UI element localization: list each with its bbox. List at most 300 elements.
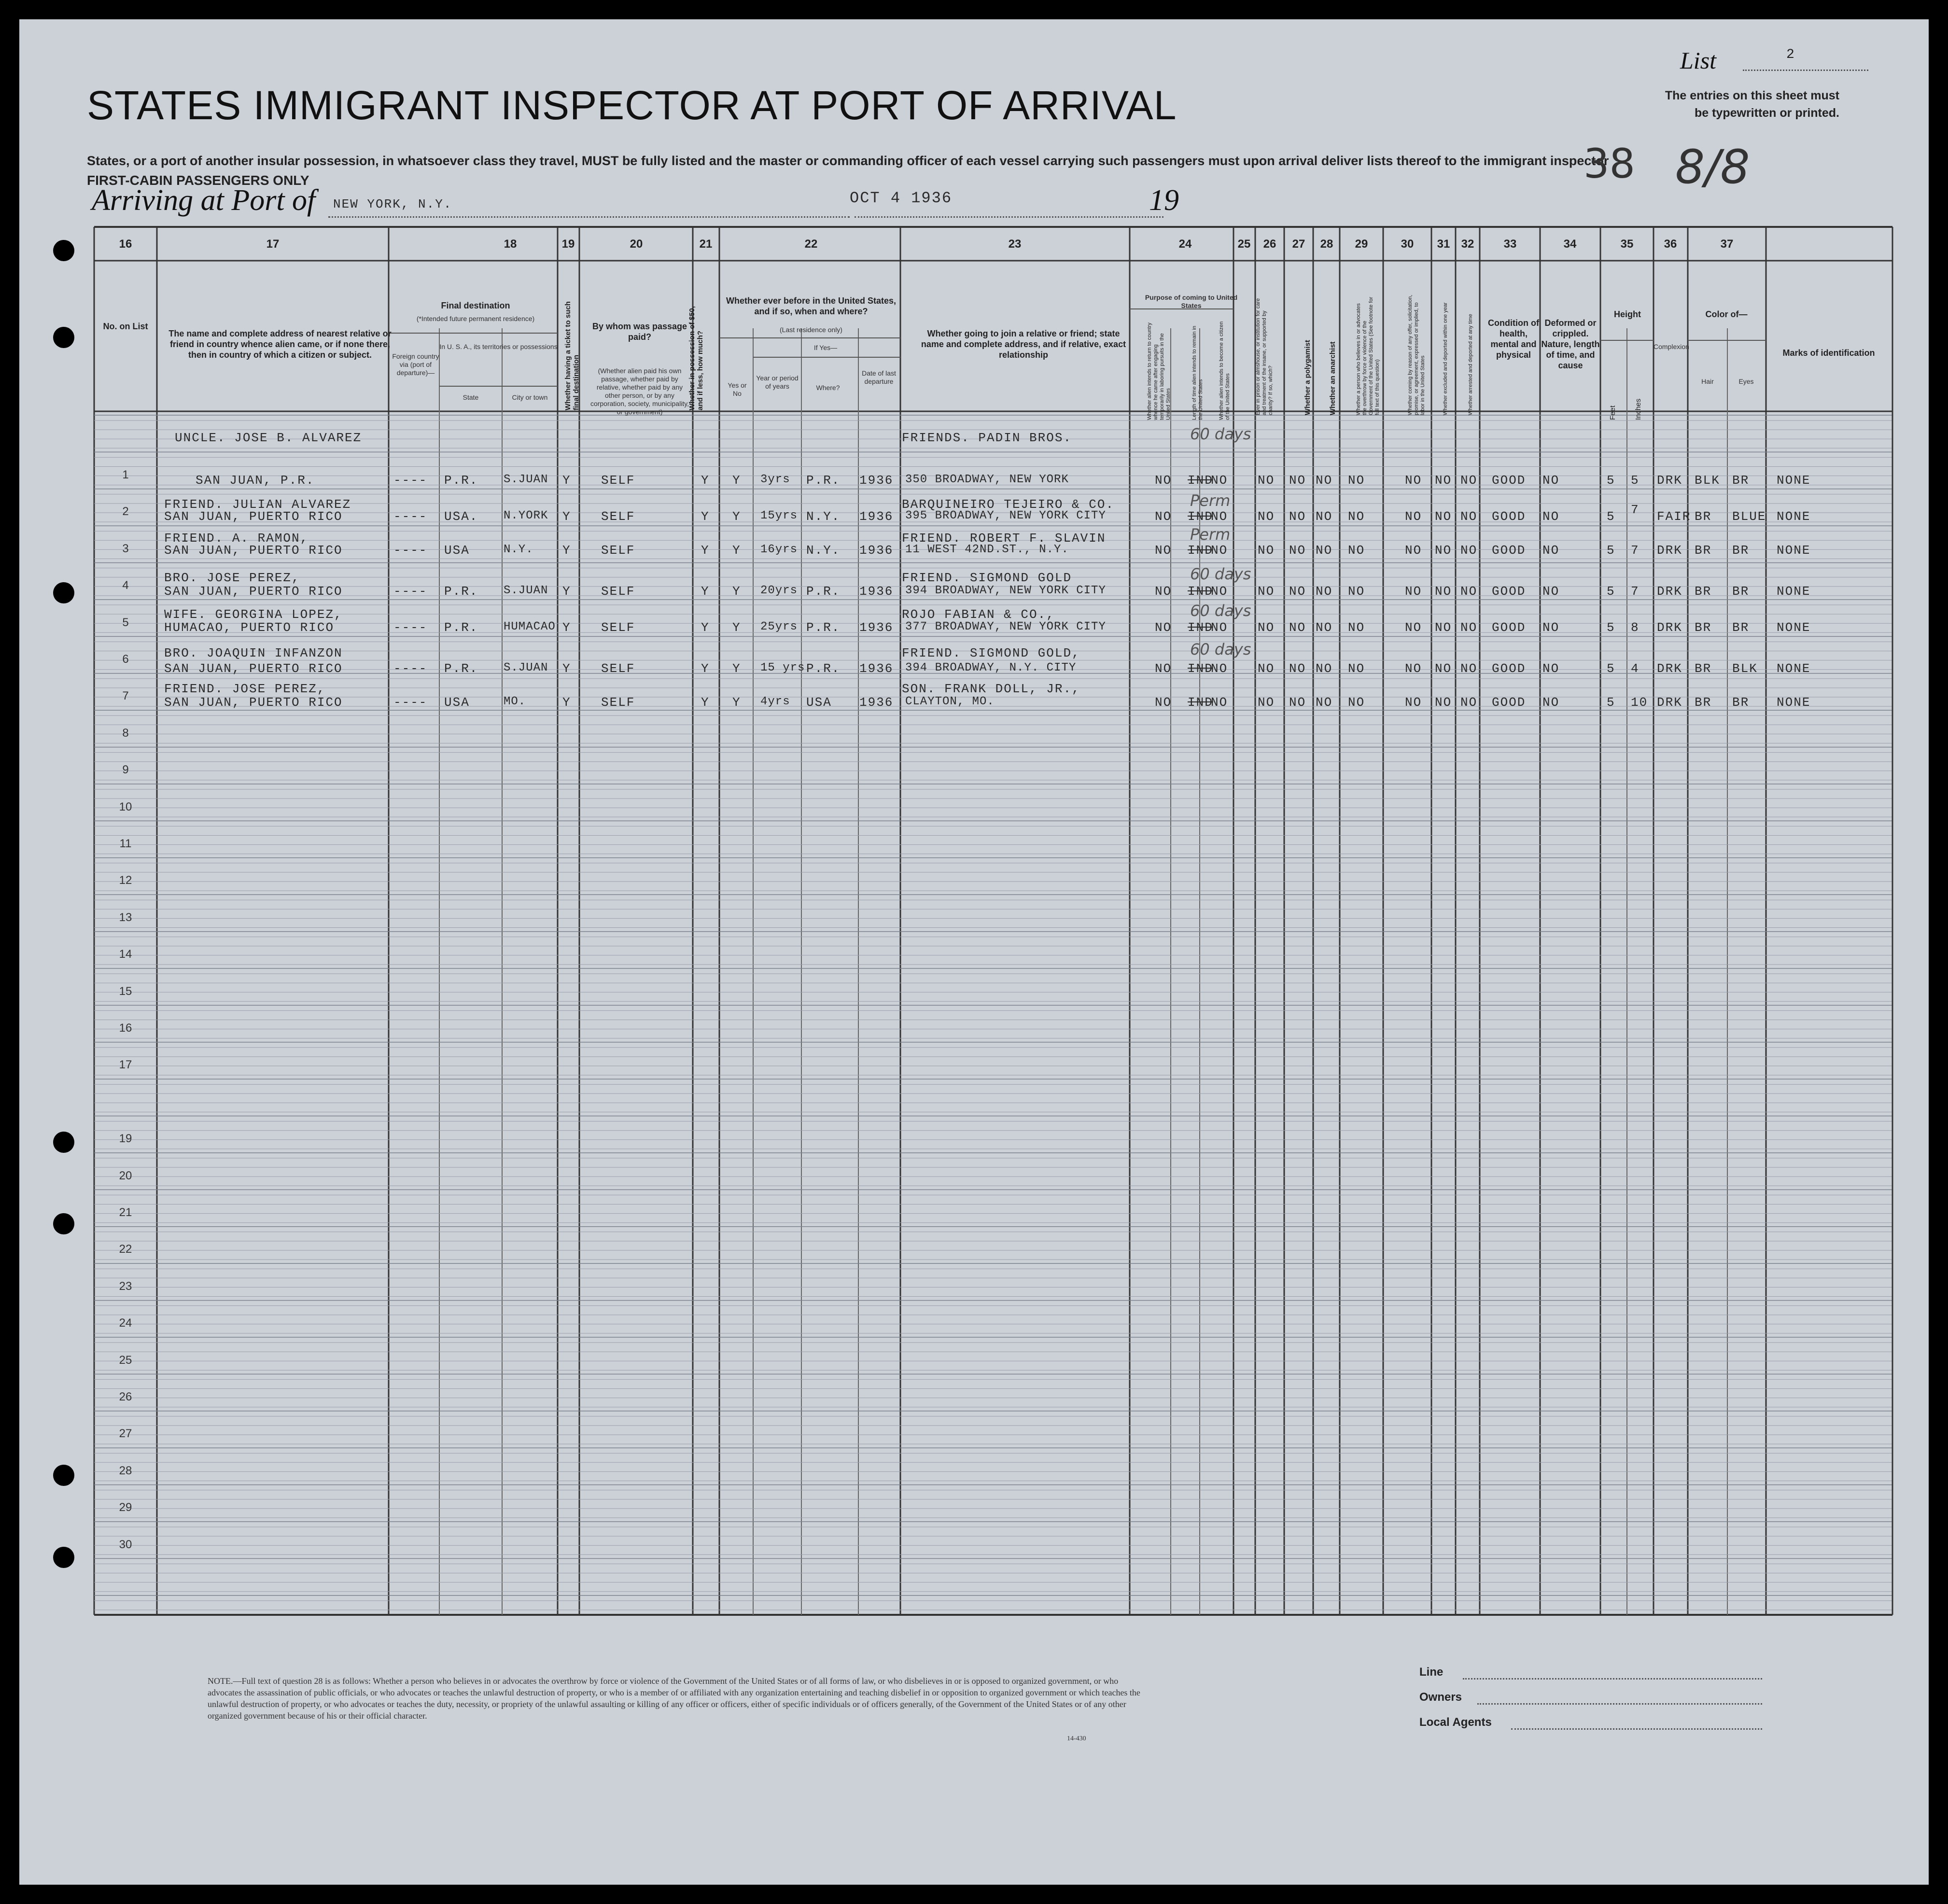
polygamist-value: NO [1289, 695, 1306, 710]
ticket-value: Y [562, 661, 571, 676]
length-value: IND [1188, 695, 1213, 710]
handwritten-annotation: 60 days [1190, 565, 1251, 583]
column-number-18: 18 [504, 238, 517, 251]
header-ticket: Whether having a ticket to such final destination [564, 301, 580, 410]
city-value: N.Y. [504, 543, 533, 556]
header-where: Where? [816, 384, 840, 392]
join-address: CLAYTON, MO. [905, 695, 995, 708]
row-number: 27 [119, 1427, 132, 1441]
hair-value: BR [1695, 543, 1712, 558]
ever-before-value: Y [732, 695, 741, 710]
header-height: Height [1614, 309, 1641, 319]
relative-address: SAN JUAN, PUERTO RICO [164, 661, 343, 676]
header-ever-before-sub: (Last residence only) [780, 326, 842, 334]
column-number-28: 28 [1320, 238, 1333, 251]
prison-value: NO [1258, 661, 1275, 676]
city-value: S.JUAN [504, 473, 548, 486]
owners-underline [1477, 1686, 1762, 1705]
row-number: 5 [122, 616, 129, 629]
prison-value: NO [1258, 695, 1275, 710]
identification-marks-value: NONE [1777, 543, 1811, 558]
polygamist-value: NO [1289, 584, 1306, 599]
labor-offer-value: NO [1405, 543, 1422, 558]
column-number-32: 32 [1461, 238, 1474, 251]
identification-marks-value: NONE [1777, 620, 1811, 635]
header-overthrow: Whether a person who believes in or advocates the overthrow by force or violence of the Government of the United States (See footnote for full text of this question) [1356, 296, 1380, 415]
header-period-years: Year or period of years [756, 374, 799, 390]
departure-year-value: 1936 [859, 473, 894, 488]
length-value: IND [1188, 473, 1213, 488]
eyes-value: BLK [1732, 661, 1758, 676]
foreign-country-value: ---- [393, 584, 428, 599]
deformed-value: NO [1542, 695, 1560, 710]
join-name: ROJO FABIAN & CO., [902, 607, 1055, 622]
height-feet-value: 5 [1607, 620, 1615, 635]
overthrow-value: NO [1348, 584, 1365, 599]
hair-value: BLK [1695, 473, 1720, 488]
identification-marks-value: NONE [1777, 584, 1811, 599]
health-value: GOOD [1492, 584, 1526, 599]
relative-name: FRIEND. A. RAMON, [164, 531, 309, 546]
header-excluded: Whether excluded and deported within one year [1443, 302, 1448, 415]
header-feet: Feet [1609, 405, 1617, 420]
column-number-29: 29 [1355, 238, 1368, 251]
deformed-value: NO [1542, 473, 1560, 488]
join-address: 394 BROADWAY, NEW YORK CITY [905, 584, 1106, 597]
state-value: P.R. [444, 473, 478, 488]
excluded-value: NO [1435, 473, 1452, 488]
length-value: IND [1188, 509, 1213, 524]
column-number-25: 25 [1237, 238, 1251, 251]
complexion-value: FAIR [1657, 509, 1691, 524]
identification-marks-value: NONE [1777, 695, 1811, 710]
citizen-value: NO [1211, 695, 1228, 710]
ticket-value: Y [562, 473, 571, 488]
return-value: NO [1155, 695, 1172, 710]
column-number-30: 30 [1401, 238, 1414, 251]
health-value: GOOD [1492, 543, 1526, 558]
length-value: IND [1188, 620, 1213, 635]
departure-year-value: 1936 [859, 695, 894, 710]
header-purpose-length: Length of time alien intends to remain in the United States [1191, 325, 1204, 420]
city-value: MO. [504, 695, 526, 708]
hair-value: BR [1695, 661, 1712, 676]
eyes-value: BR [1732, 543, 1750, 558]
foreign-country-value: ---- [393, 620, 428, 635]
form-title: STATES IMMIGRANT INSPECTOR AT PORT OF ARRIVAL [87, 83, 1177, 128]
ever-before-value: Y [732, 543, 741, 558]
relative-name: WIFE. GEORGINA LOPEZ, [164, 607, 343, 622]
year-prefix: 19 [1149, 184, 1179, 217]
eyes-value: BLUE [1732, 509, 1766, 524]
overthrow-value: NO [1348, 509, 1365, 524]
list-number: 2 [1786, 47, 1794, 62]
row-number: 15 [119, 984, 132, 998]
column-number-23: 23 [1008, 238, 1022, 251]
ever-before-value: Y [732, 509, 741, 524]
row-number: 2 [122, 505, 129, 518]
period-value: 15 yrs [760, 661, 805, 674]
join-name: SON. FRANK DOLL, JR., [902, 682, 1080, 696]
identification-marks-value: NONE [1777, 509, 1811, 524]
header-eyes: Eyes [1738, 378, 1754, 385]
deformed-value: NO [1542, 661, 1560, 676]
header-hair: Hair [1701, 378, 1714, 385]
polygamist-value: NO [1289, 543, 1306, 558]
hair-value: BR [1695, 620, 1712, 635]
form-code: 14-430 [1067, 1735, 1086, 1742]
where-value: P.R. [806, 473, 841, 488]
height-feet-value: 5 [1607, 473, 1615, 488]
period-value: 3yrs [760, 473, 790, 486]
passage-paid-value: SELF [601, 584, 635, 599]
prison-value: NO [1258, 509, 1275, 524]
join-name: FRIEND. SIGMOND GOLD [902, 571, 1072, 585]
passage-paid-value: SELF [601, 661, 635, 676]
citizen-value: NO [1211, 584, 1228, 599]
row-number: 10 [119, 800, 132, 813]
hair-value: BR [1695, 584, 1712, 599]
complexion-value: DRK [1657, 695, 1682, 710]
period-value: 20yrs [760, 584, 798, 597]
join-address: 377 BROADWAY, NEW YORK CITY [905, 620, 1106, 633]
arrested-value: NO [1460, 661, 1478, 676]
city-value: HUMACAO [504, 620, 556, 633]
join-address: 350 BROADWAY, NEW YORK [905, 473, 1069, 486]
deformed-value: NO [1542, 509, 1560, 524]
ticket-value: Y [562, 695, 571, 710]
departure-year-value: 1936 [859, 584, 894, 599]
hair-value: BR [1695, 509, 1712, 524]
join-name: FRIENDS. PADIN BROS. [902, 431, 1072, 445]
height-feet-value: 5 [1607, 543, 1615, 558]
deformed-value: NO [1542, 584, 1560, 599]
where-value: P.R. [806, 620, 841, 635]
join-name: FRIEND. SIGMOND GOLD, [902, 646, 1080, 660]
relative-name: FRIEND. JOSE PEREZ, [164, 682, 326, 696]
height-feet-value: 5 [1607, 584, 1615, 599]
join-name: BARQUINEIRO TEJEIRO & CO. [902, 497, 1115, 512]
row-number: 29 [119, 1501, 132, 1514]
citizen-value: NO [1211, 543, 1228, 558]
eyes-value: BR [1732, 695, 1750, 710]
header-color-of: Color of— [1705, 309, 1748, 319]
passage-paid-value: SELF [601, 473, 635, 488]
footnote-question-28: NOTE.—Full text of question 28 is as follows: Whether a person who believes in or advocates the overthrow by force or violence of the Government of the United States or of all forms of law, or who disbelieves in or is opposed to organized government, or who advocates the assassination of public officials, or who advocates or teaches the unlawful destruction of property, or who is a member of or affiliated with any organization entertaining and teaching disbelief in or opposition to organized government or which teaches the unlawful destruction of property, or who advocates or teaches the duty, necessity, or propriety of the unlawful assaulting or killing of any officer or officers, either of specific individuals or of officers generally, of the Government of the United States or of any other organized government because of his or their official character. [208, 1676, 1140, 1721]
money-value: Y [701, 695, 710, 710]
overthrow-value: NO [1348, 543, 1365, 558]
health-value: GOOD [1492, 509, 1526, 524]
excluded-value: NO [1435, 661, 1452, 676]
period-value: 15yrs [760, 509, 798, 522]
column-number-33: 33 [1503, 238, 1517, 251]
agents-underline [1511, 1711, 1762, 1730]
relative-name: UNCLE. JOSE B. ALVAREZ [175, 431, 362, 445]
column-number-34: 34 [1563, 238, 1577, 251]
excluded-value: NO [1435, 509, 1452, 524]
row-number: 20 [119, 1169, 132, 1182]
anarchist-value: NO [1316, 695, 1333, 710]
table-grid [19, 19, 1929, 1885]
citizen-value: NO [1211, 509, 1228, 524]
state-value: USA [444, 543, 470, 558]
header-city: City or town [512, 393, 548, 401]
column-number-17: 17 [266, 238, 280, 251]
relative-address: HUMACAO, PUERTO RICO [164, 620, 335, 635]
state-value: P.R. [444, 584, 478, 599]
join-address: 11 WEST 42ND.ST., N.Y. [905, 543, 1069, 556]
header-fifty-dollars: Whether in possession of $50, and if less, how much? [688, 306, 704, 410]
relative-address: SAN JUAN, PUERTO RICO [164, 509, 343, 524]
ticket-value: Y [562, 509, 571, 524]
local-agents-label: Local Agents [1419, 1716, 1492, 1729]
ever-before-value: Y [732, 473, 741, 488]
ticket-value: Y [562, 543, 571, 558]
header-date-departure: Date of last departure [862, 369, 896, 385]
row-number: 30 [119, 1538, 132, 1551]
height-inches-value: 4 [1631, 661, 1640, 676]
complexion-value: DRK [1657, 543, 1682, 558]
instruction-line-2: be typewritten or printed. [1694, 106, 1839, 120]
list-label: List [1680, 47, 1717, 74]
row-number: 17 [119, 1058, 132, 1072]
overthrow-value: NO [1348, 661, 1365, 676]
money-value: Y [701, 473, 710, 488]
relative-name: FRIEND. JULIAN ALVAREZ [164, 497, 351, 512]
polygamist-value: NO [1289, 620, 1306, 635]
line-underline [1463, 1661, 1762, 1680]
height-feet-value: 5 [1607, 661, 1615, 676]
return-value: NO [1155, 543, 1172, 558]
polygamist-value: NO [1289, 509, 1306, 524]
relative-address: SAN JUAN, PUERTO RICO [164, 695, 343, 710]
citizen-value: NO [1211, 661, 1228, 676]
height-inches-value: 8 [1631, 620, 1640, 635]
owners-label: Owners [1419, 1691, 1462, 1704]
departure-year-value: 1936 [859, 620, 894, 635]
anarchist-value: NO [1316, 661, 1333, 676]
state-value: USA. [444, 509, 478, 524]
column-number-21: 21 [699, 238, 713, 251]
header-arrested: Whether arrested and deported at any time [1468, 314, 1473, 415]
return-value: NO [1155, 584, 1172, 599]
state-value: P.R. [444, 620, 478, 635]
foreign-country-value: ---- [393, 661, 428, 676]
join-name: FRIEND. ROBERT F. SLAVIN [902, 531, 1106, 546]
row-number: 1 [122, 468, 129, 481]
money-value: Y [701, 661, 710, 676]
row-number: 3 [122, 542, 129, 555]
foreign-country-value: ---- [393, 543, 428, 558]
column-number-26: 26 [1263, 238, 1276, 251]
hair-value: BR [1695, 695, 1712, 710]
passage-paid-value: SELF [601, 620, 635, 635]
column-number-37: 37 [1720, 238, 1734, 251]
deformed-value: NO [1542, 543, 1560, 558]
relative-name: BRO. JOAQUIN INFANZON [164, 646, 343, 660]
excluded-value: NO [1435, 543, 1452, 558]
height-inches-value: 7 [1631, 503, 1640, 517]
anarchist-value: NO [1316, 620, 1333, 635]
overthrow-value: NO [1348, 695, 1365, 710]
handwritten-marks: 8/8 [1675, 140, 1750, 194]
passage-paid-value: SELF [601, 509, 635, 524]
relative-name: BRO. JOSE PEREZ, [164, 571, 300, 585]
arrested-value: NO [1460, 509, 1478, 524]
port-value: NEW YORK, N.Y. [333, 197, 452, 211]
state-value: P.R. [444, 661, 478, 676]
row-number: 9 [122, 763, 129, 777]
health-value: GOOD [1492, 620, 1526, 635]
prison-value: NO [1258, 584, 1275, 599]
ever-before-value: Y [732, 584, 741, 599]
row-number: 11 [119, 837, 132, 850]
column-number-19: 19 [561, 238, 575, 251]
column-number-20: 20 [630, 238, 643, 251]
where-value: P.R. [806, 584, 841, 599]
health-value: GOOD [1492, 473, 1526, 488]
header-purpose: Purpose of coming to United States [1145, 294, 1238, 309]
passage-paid-value: SELF [601, 543, 635, 558]
row-number: 8 [122, 726, 129, 740]
handwritten-annotation: 60 days [1190, 425, 1251, 443]
column-number-16: 16 [119, 238, 132, 251]
line-label: Line [1419, 1666, 1443, 1679]
row-number: 23 [119, 1279, 132, 1293]
header-prison: Ever in prison or almshouse, or institution for care and treatment of the insane, or supported by charity? If so, which? [1255, 298, 1274, 415]
labor-offer-value: NO [1405, 509, 1422, 524]
city-value: N.YORK [504, 509, 548, 522]
handwritten-annotation: 60 days [1190, 602, 1251, 620]
column-number-31: 31 [1437, 238, 1450, 251]
row-number: 22 [119, 1243, 132, 1256]
money-value: Y [701, 543, 710, 558]
header-anarchist: Whether an anarchist [1329, 341, 1337, 415]
citizen-value: NO [1211, 473, 1228, 488]
column-number-35: 35 [1620, 238, 1634, 251]
return-value: NO [1155, 661, 1172, 676]
row-number: 24 [119, 1316, 132, 1330]
excluded-value: NO [1435, 584, 1452, 599]
arrested-value: NO [1460, 473, 1478, 488]
period-value: 16yrs [760, 543, 798, 556]
complexion-value: DRK [1657, 620, 1682, 635]
header-purpose-citizen: Whether alien intends to become a citizen of the United States [1219, 321, 1231, 420]
length-value: IND [1188, 584, 1213, 599]
money-value: Y [701, 620, 710, 635]
complexion-value: DRK [1657, 473, 1682, 488]
height-inches-value: 7 [1631, 543, 1640, 558]
join-address: 395 BROADWAY, NEW YORK CITY [905, 509, 1106, 522]
height-inches-value: 10 [1631, 695, 1648, 710]
form-instruction-line: States, or a port of another insular possession, in whatsoever class they travel, MUST be fully listed and the master or commanding officer of each vessel carrying such passengers must upon arrival deliver lists thereof to the immigrant inspector [87, 154, 1609, 168]
instruction-line-1: The entries on this sheet must [1665, 89, 1839, 102]
period-value: 4yrs [760, 695, 790, 708]
where-value: P.R. [806, 661, 841, 676]
column-number-27: 27 [1292, 238, 1305, 251]
header-purpose-return: Whether alien intends to return to country whence he came after engaging temporarily in laboring pursuits in the United States [1147, 322, 1171, 420]
arrested-value: NO [1460, 584, 1478, 599]
ticket-value: Y [562, 620, 571, 635]
arrival-date-stamp: OCT 4 1936 [850, 189, 953, 207]
eyes-value: BR [1732, 584, 1750, 599]
row-number: 28 [119, 1464, 132, 1477]
anarchist-value: NO [1316, 543, 1333, 558]
foreign-country-value: ---- [393, 473, 428, 488]
polygamist-value: NO [1289, 661, 1306, 676]
row-number: 14 [119, 948, 132, 961]
row-number: 19 [119, 1132, 132, 1146]
row-number: 7 [122, 689, 129, 703]
return-value: NO [1155, 620, 1172, 635]
header-final-destination: Final destination [441, 301, 510, 310]
anarchist-value: NO [1316, 584, 1333, 599]
city-value: S.JUAN [504, 584, 548, 597]
row-number: 13 [119, 910, 132, 924]
health-value: GOOD [1492, 661, 1526, 676]
eyes-value: BR [1732, 620, 1750, 635]
identification-marks-value: NONE [1777, 473, 1811, 488]
labor-offer-value: NO [1405, 584, 1422, 599]
header-if-yes: If Yes— [813, 344, 838, 351]
column-number-24: 24 [1178, 238, 1192, 251]
port-label: Arriving at Port of [92, 184, 316, 217]
join-address: 394 BROADWAY, N.Y. CITY [905, 661, 1077, 674]
header-inches: Inches [1634, 398, 1642, 420]
height-inches-value: 5 [1631, 473, 1640, 488]
header-complexion: Complexion [1654, 343, 1689, 350]
header-deformed: Deformed or crippled. Nature, length of time, and cause [1541, 318, 1600, 370]
passage-paid-value: SELF [601, 695, 635, 710]
manifest-sheet [19, 19, 1929, 1885]
relative-address: SAN JUAN, PUERTO RICO [164, 543, 343, 558]
health-value: GOOD [1492, 695, 1526, 710]
ever-before-value: Y [732, 620, 741, 635]
header-polygamist: Whether a polygamist [1303, 340, 1312, 415]
excluded-value: NO [1435, 620, 1452, 635]
money-value: Y [701, 509, 710, 524]
relative-address: SAN JUAN, P.R. [196, 473, 315, 488]
overthrow-value: NO [1348, 620, 1365, 635]
anarchist-value: NO [1316, 509, 1333, 524]
header-foreign-country: Foreign country via (port of departure)— [392, 352, 439, 377]
row-number: 21 [119, 1206, 132, 1219]
header-passage-paid: By whom was passage paid? [592, 322, 687, 342]
identification-marks-value: NONE [1777, 661, 1811, 676]
labor-offer-value: NO [1405, 620, 1422, 635]
polygamist-value: NO [1289, 473, 1306, 488]
prison-value: NO [1258, 620, 1275, 635]
height-feet-value: 5 [1607, 509, 1615, 524]
city-value: S.JUAN [504, 661, 548, 674]
header-marks: Marks of identification [1782, 348, 1875, 358]
handwritten-annotation: Perm [1190, 525, 1231, 544]
first-cabin-notice: FIRST-CABIN PASSENGERS ONLY [87, 173, 309, 188]
ever-before-value: Y [732, 661, 741, 676]
prison-value: NO [1258, 543, 1275, 558]
labor-offer-value: NO [1405, 473, 1422, 488]
prison-value: NO [1258, 473, 1275, 488]
header-state: State [462, 393, 479, 401]
return-value: NO [1155, 473, 1172, 488]
where-value: N.Y. [806, 509, 841, 524]
header-labor-offer: Whether coming by reason of any offer, solicitation, promise, or agreement, expressed or implied, to labor in the United States [1407, 294, 1426, 415]
state-value: USA [444, 695, 470, 710]
labor-offer-value: NO [1405, 695, 1422, 710]
header-ever-before: Whether ever before in the United States, and if so, when and where? [726, 296, 897, 316]
arrested-value: NO [1460, 543, 1478, 558]
row-number: 12 [119, 874, 132, 887]
